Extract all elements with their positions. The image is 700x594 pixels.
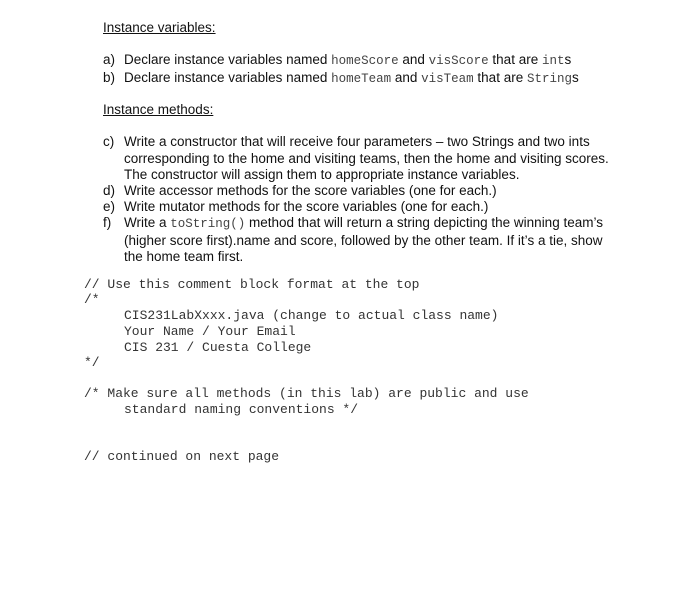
instance-variables-heading: Instance variables:: [103, 20, 216, 35]
item-label: f): [103, 215, 112, 230]
code-block-open: /*: [84, 292, 100, 307]
item-label: d): [103, 183, 116, 198]
item-text: Write accessor methods for the score variables (one for each.): [124, 183, 497, 198]
item-text: Write mutator methods for the score variables (one for each.): [124, 199, 489, 214]
code-comment-line: /* Make sure all methods (in this lab) are public and use: [84, 386, 529, 401]
item-text: Declare instance variables named homeScore and visScore that are ints: [124, 52, 572, 68]
item-label: e): [103, 199, 116, 214]
code-block-line: CIS 231 / Cuesta College: [124, 340, 312, 355]
item-text: Write a constructor that will receive four parameters – two Strings and two ints corresponding to the home and visiting teams, then the home and visiting scores. The constructor will assign them to appropriate instance variables.: [124, 134, 609, 182]
item-text: Declare instance variables named homeTeam and visTeam that are Strings: [124, 70, 579, 86]
code-block-line: CIS231LabXxxx.java (change to actual class name): [124, 308, 499, 323]
item-label: a): [103, 52, 116, 67]
instance-methods-heading: Instance methods:: [103, 102, 214, 117]
item-label: b): [103, 70, 116, 85]
item-label: c): [103, 134, 115, 149]
code-block-close: */: [84, 355, 100, 370]
code-comment-line: standard naming conventions */: [124, 402, 359, 417]
item-text: Write a toString() method that will return a string depicting the winning team’s (higher score first).name and score, followed by the other team. If it’s a tie, show the home team first.: [124, 215, 603, 264]
code-comment-line: // Use this comment block format at the top: [84, 277, 420, 292]
code-block-line: Your Name / Your Email: [124, 324, 296, 339]
continued-note: // continued on next page: [84, 449, 280, 464]
